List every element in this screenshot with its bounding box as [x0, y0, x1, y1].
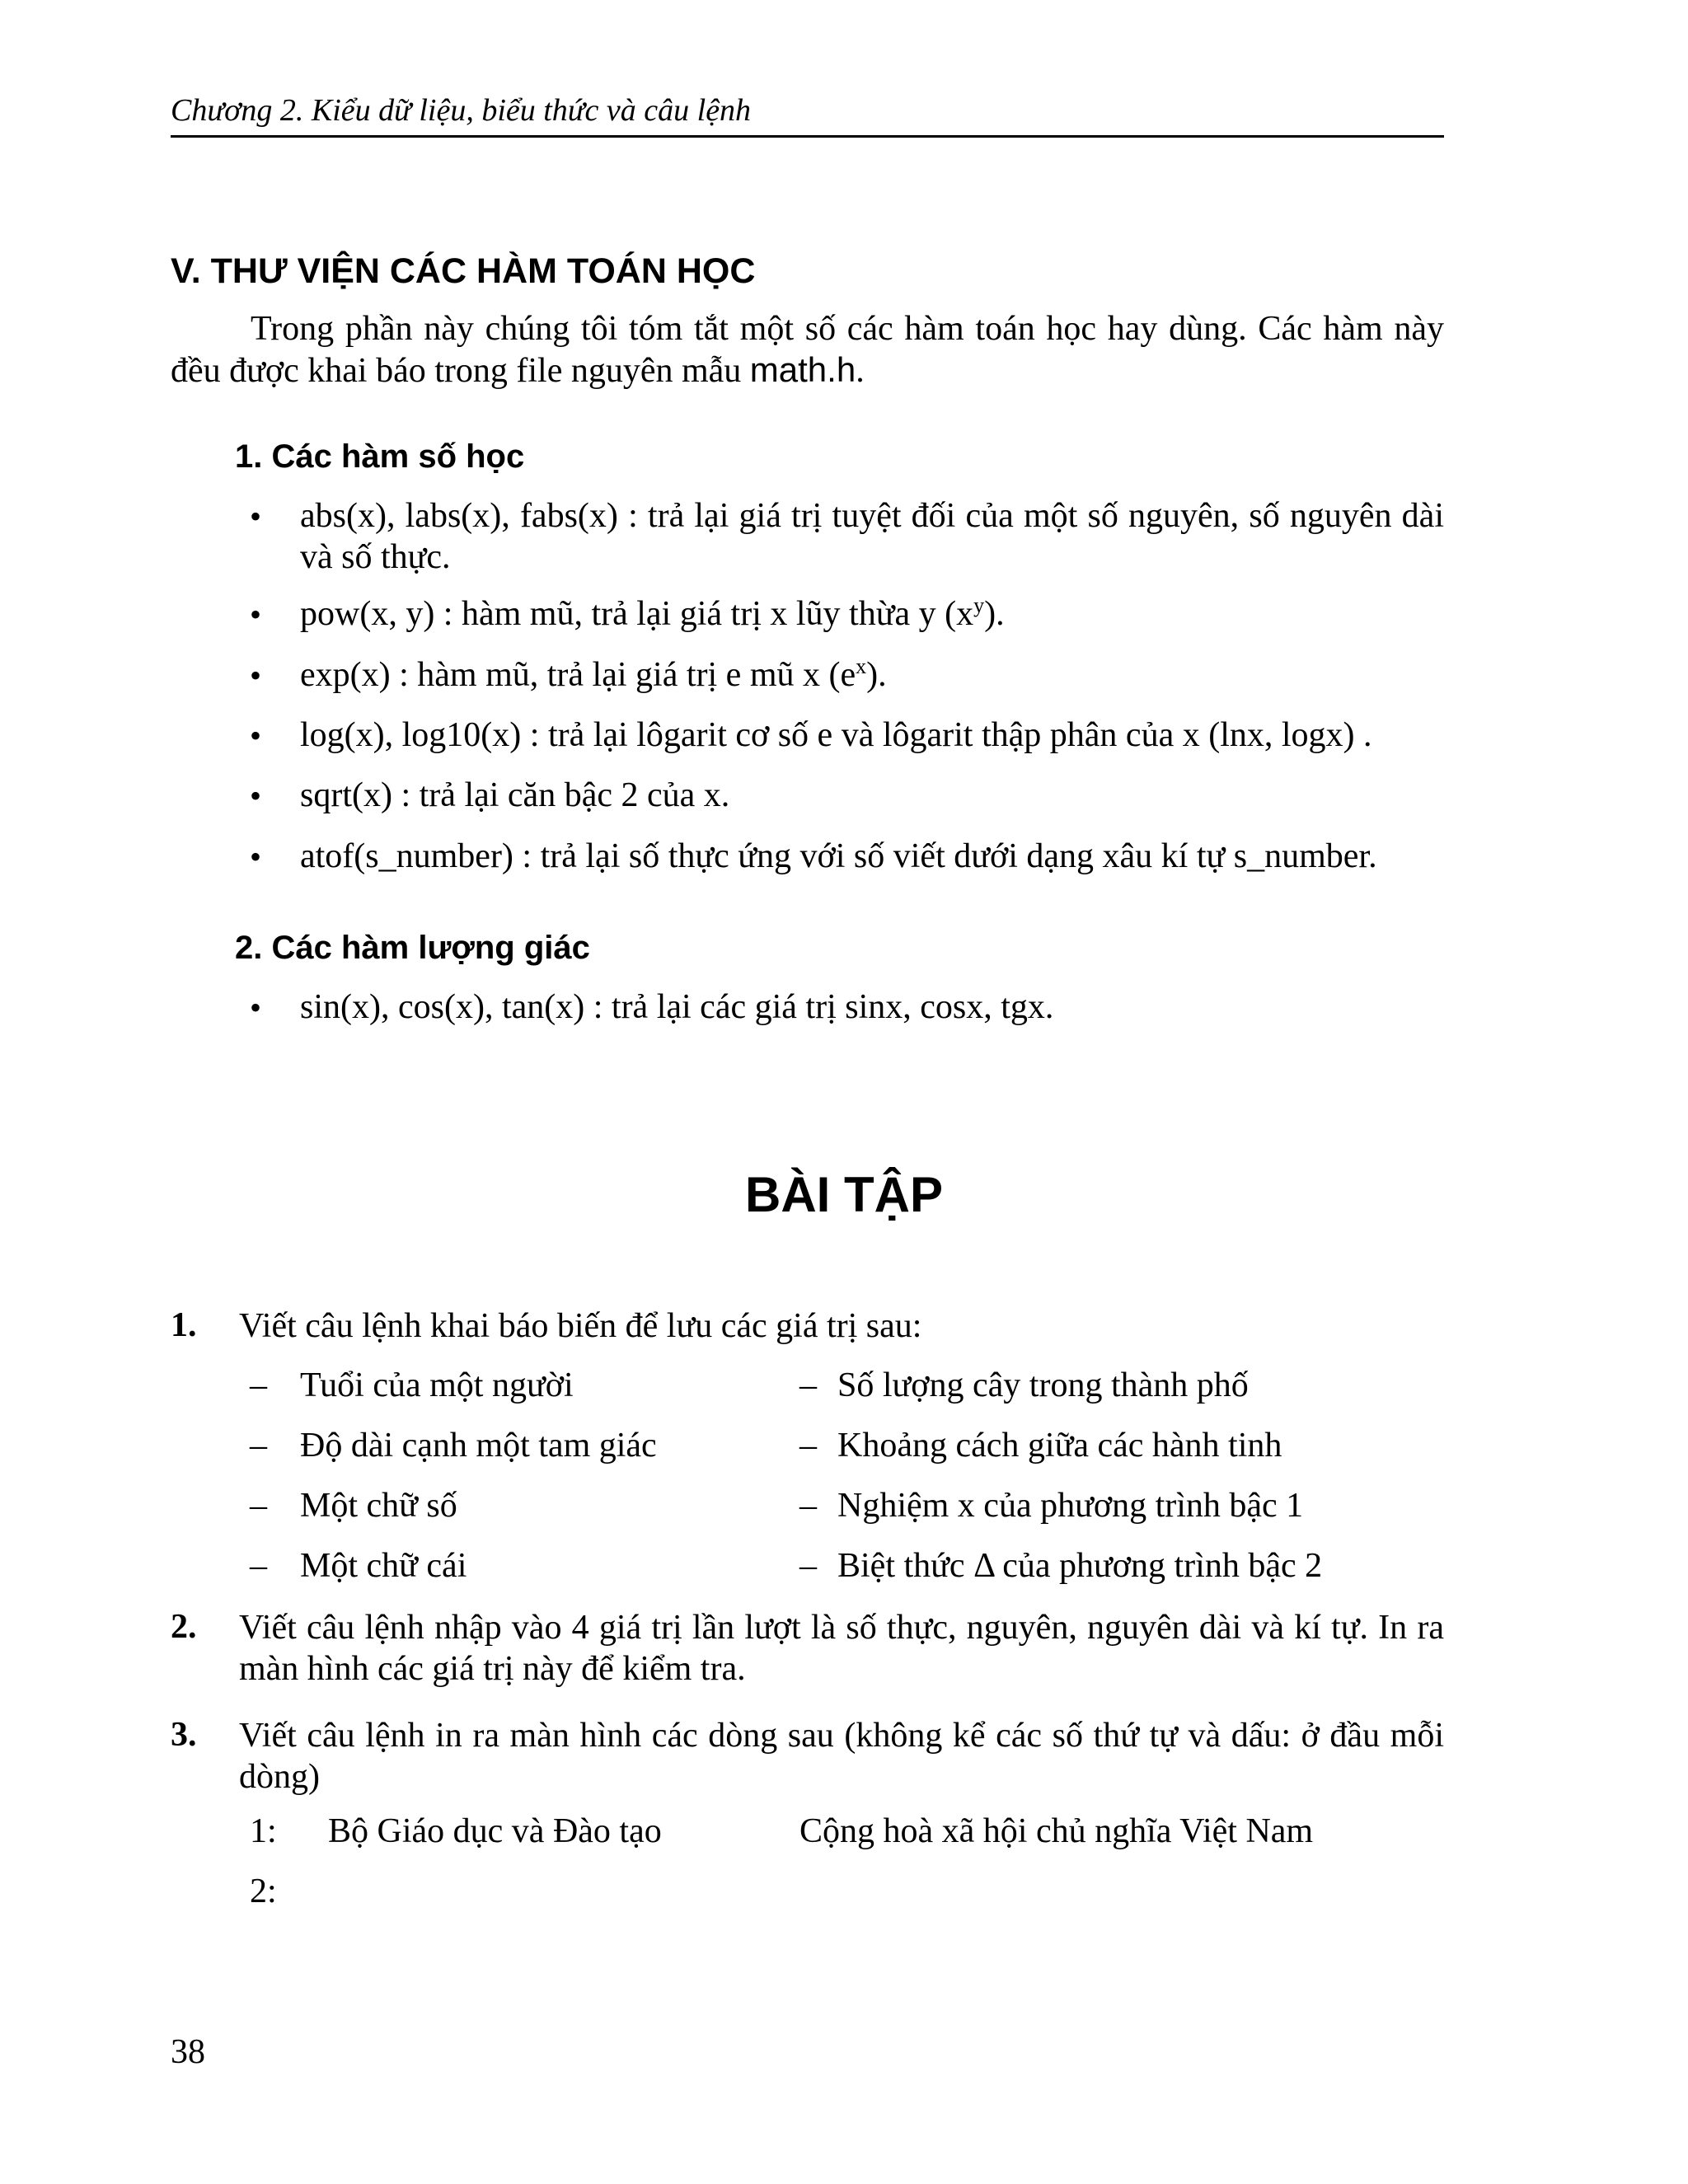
superscript: y: [973, 593, 985, 617]
exercises-title: BÀI TẬP: [745, 1167, 943, 1222]
variable-item: Tuổi của một người: [300, 1366, 574, 1404]
list-item: abs(x), labs(x), fabs(x) : trả lại giá trị tuyệt đối của một số nguyên, số nguyên dài và số thực.: [300, 497, 1444, 576]
dash-icon: –: [250, 1427, 267, 1465]
variable-item: Số lượng cây trong thành phố: [837, 1366, 1249, 1404]
intro-text: Trong phần này chúng tôi tóm tắt một số các hàm toán học hay dùng. Các hàm này đều được khai báo trong file nguyên mẫu: [171, 310, 1444, 390]
bullet-icon: •: [250, 498, 262, 535]
variable-item: Nghiệm x của phương trình bậc 1: [837, 1487, 1304, 1525]
item-text: pow(x, y) : hàm mũ, trả lại giá trị x lũy thừa y (x: [300, 595, 974, 633]
dash-icon: –: [250, 1547, 267, 1585]
list-item: sin(x), cos(x), tan(x) : trả lại các giá trị sinx, cosx, tgx.: [300, 988, 1054, 1026]
section-intro: [171, 308, 1444, 391]
bullet-icon: •: [250, 596, 262, 633]
dash-icon: –: [799, 1366, 817, 1404]
bullet-icon: •: [250, 777, 262, 814]
item-text: exp(x) : hàm mũ, trả lại giá trị e mũ x (e: [300, 656, 856, 694]
running-header: Chương 2. Kiểu dữ liệu, biểu thức và câu lệnh: [171, 93, 752, 128]
list-item: [300, 654, 1444, 696]
dash-icon: –: [250, 1366, 267, 1404]
exercise-text: Viết câu lệnh in ra màn hình các dòng sau (không kể các số thứ tự và dấu: ở đầu mỗi dòng): [239, 1717, 1444, 1796]
bullet-icon: •: [250, 717, 262, 754]
list-item: log(x), log10(x) : trả lại lôgarit cơ số e và lôgarit thập phân của x (lnx, logx) .: [300, 716, 1372, 754]
output-line-number: 1:: [250, 1812, 277, 1850]
dash-icon: –: [250, 1487, 267, 1525]
exercise-number: 1.: [171, 1306, 197, 1344]
bullet-icon: •: [250, 657, 262, 694]
list-item: atof(s_number) : trả lại số thực ứng với số viết dưới dạng xâu kí tự s_number.: [300, 837, 1377, 875]
variable-item: Một chữ số: [300, 1487, 457, 1525]
item-tail: ).: [866, 656, 887, 694]
section-title: V. THƯ VIỆN CÁC HÀM TOÁN HỌC: [171, 251, 756, 291]
page-number: 38: [171, 2033, 205, 2071]
variable-item: Khoảng cách giữa các hành tinh: [837, 1427, 1282, 1465]
output-line-number: 2:: [250, 1872, 277, 1910]
list-item: sqrt(x) : trả lại căn bậc 2 của x.: [300, 776, 730, 814]
subsection-title-arith: 1. Các hàm số học: [235, 438, 525, 475]
intro-file-name: math.h: [749, 350, 856, 389]
exercise-text: Viết câu lệnh nhập vào 4 giá trị lần lượt là số thực, nguyên, nguyên dài và kí tự. In ra màn hình các giá trị này để kiểm tra.: [239, 1609, 1444, 1688]
exercise-number: 3.: [171, 1716, 197, 1754]
variable-item: Độ dài cạnh một tam giác: [300, 1427, 657, 1465]
dash-icon: –: [799, 1487, 817, 1525]
intro-end: .: [856, 352, 865, 390]
exercise-number: 2.: [171, 1608, 197, 1646]
dash-icon: –: [799, 1547, 817, 1585]
dash-icon: –: [799, 1427, 817, 1465]
item-tail: ).: [984, 595, 1005, 633]
list-item: [300, 593, 1444, 635]
output-line-left: Bộ Giáo dục và Đào tạo: [328, 1812, 662, 1850]
variable-item: Biệt thức Δ của phương trình bậc 2: [837, 1547, 1323, 1585]
variable-item: Một chữ cái: [300, 1547, 467, 1585]
bullet-icon: •: [250, 838, 262, 875]
superscript: x: [856, 654, 867, 678]
output-line-right: Cộng hoà xã hội chủ nghĩa Việt Nam: [799, 1812, 1314, 1850]
bullet-icon: •: [250, 989, 262, 1026]
exercise-text: Viết câu lệnh khai báo biến để lưu các giá trị sau:: [239, 1307, 922, 1345]
subsection-title-trig: 2. Các hàm lượng giác: [235, 930, 590, 966]
header-rule: [171, 135, 1444, 138]
